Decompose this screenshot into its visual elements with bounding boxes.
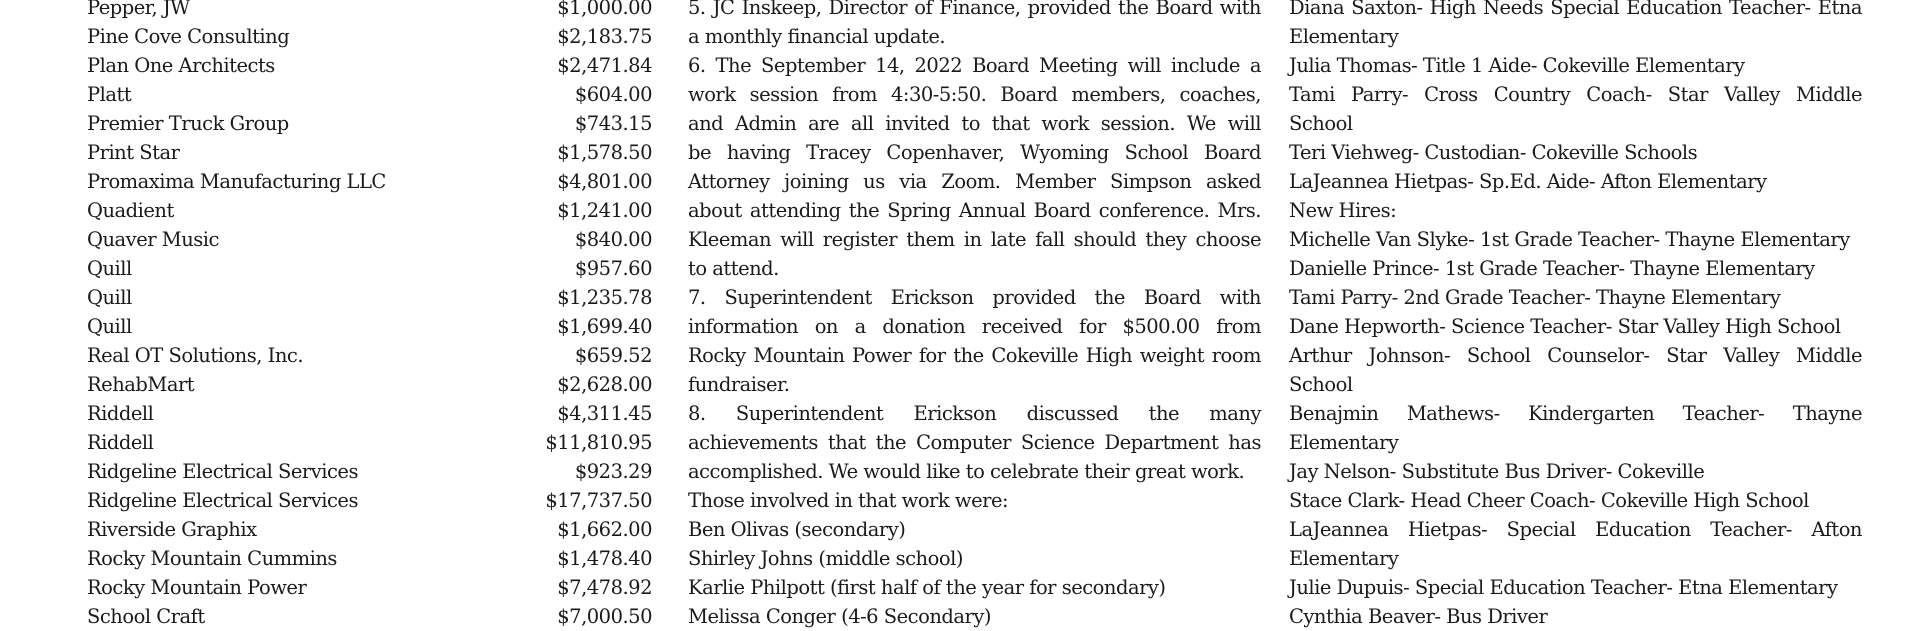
personnel-line: Danielle Prince- 1st Grade Teacher- Thayne Elementary <box>1289 257 1815 280</box>
vendor-amount: $11,810.95 <box>545 431 652 454</box>
vendor-name: Platt <box>87 83 132 106</box>
minutes-line: information on a donation received for $500.00 from <box>688 315 1261 338</box>
minutes-line: a monthly financial update. <box>688 25 946 48</box>
vendor-amount: $7,478.92 <box>557 576 652 599</box>
minutes-line: be having Tracey Copenhaver, Wyoming School Board <box>688 141 1261 164</box>
vendor-name: Premier Truck Group <box>87 112 289 135</box>
vendor-amount: $4,311.45 <box>557 402 652 425</box>
vendor-amount: $840.00 <box>574 228 652 251</box>
minutes-line: to attend. <box>688 257 779 280</box>
vendor-name: Riverside Graphix <box>87 518 257 541</box>
vendor-name: Promaxima Manufacturing LLC <box>87 170 386 193</box>
vendor-amount: $1,662.00 <box>557 518 652 541</box>
vendor-amount: $1,699.40 <box>557 315 652 338</box>
personnel-line: Julie Dupuis- Special Education Teacher- Etna Elementary <box>1289 576 1838 599</box>
vendor-amount: $2,471.84 <box>557 54 652 77</box>
vendor-amount: $1,478.40 <box>557 547 652 570</box>
minutes-line: work session from 4:30-5:50. Board members, coaches, <box>688 83 1261 106</box>
minutes-line: fundraiser. <box>688 373 790 396</box>
vendor-name: Quill <box>87 257 132 280</box>
personnel-line: Stace Clark- Head Cheer Coach- Cokeville High School <box>1289 489 1809 512</box>
vendor-name: Riddell <box>87 431 154 454</box>
vendor-name: Plan One Architects <box>87 54 275 77</box>
vendor-amount: $659.52 <box>574 344 652 367</box>
personnel-line: Michelle Van Slyke- 1st Grade Teacher- Thayne Elementary <box>1289 228 1850 251</box>
personnel-line: Tami Parry- 2nd Grade Teacher- Thayne Elementary <box>1289 286 1781 309</box>
vendor-name: Real OT Solutions, Inc. <box>87 344 304 367</box>
personnel-line: School <box>1289 112 1353 135</box>
personnel-line: Cynthia Beaver- Bus Driver <box>1289 605 1548 628</box>
minutes-line: 8. Superintendent Erickson discussed the many <box>688 402 1261 425</box>
minutes-line: 6. The September 14, 2022 Board Meeting will include a <box>688 54 1261 77</box>
personnel-line: Julia Thomas- Title 1 Aide- Cokeville Elementary <box>1289 54 1745 77</box>
personnel-line: LaJeannea Hietpas- Special Education Teacher- Afton <box>1289 518 1862 541</box>
vendor-amount: $17,737.50 <box>545 489 652 512</box>
vendor-amount: $2,628.00 <box>557 373 652 396</box>
vendor-name: Quill <box>87 286 132 309</box>
vendor-amount: $923.29 <box>574 460 652 483</box>
vendor-name: RehabMart <box>87 373 195 396</box>
vendor-name: Quaver Music <box>87 228 219 251</box>
minutes-line: 7. Superintendent Erickson provided the Board with <box>688 286 1261 309</box>
minutes-line: about attending the Spring Annual Board conference. Mrs. <box>688 199 1261 222</box>
minutes-line: Those involved in that work were: <box>688 489 1009 512</box>
personnel-line: School <box>1289 373 1353 396</box>
minutes-line: Melissa Conger (4-6 Secondary) <box>688 605 991 628</box>
vendor-name: Pine Cove Consulting <box>87 25 290 48</box>
vendor-amount: $1,241.00 <box>557 199 652 222</box>
personnel-line: Dane Hepworth- Science Teacher- Star Valley High School <box>1289 315 1841 338</box>
personnel-line: Diana Saxton- High Needs Special Education Teacher- Etna <box>1289 0 1862 19</box>
vendor-name: Rocky Mountain Power <box>87 576 307 599</box>
vendor-name: Ridgeline Electrical Services <box>87 460 358 483</box>
personnel-line: LaJeannea Hietpas- Sp.Ed. Aide- Afton Elementary <box>1289 170 1767 193</box>
personnel-line: Elementary <box>1289 25 1399 48</box>
vendor-name: Print Star <box>87 141 180 164</box>
minutes-line: Shirley Johns (middle school) <box>688 547 963 570</box>
vendor-name: Riddell <box>87 402 154 425</box>
vendor-amount: $604.00 <box>574 83 652 106</box>
personnel-line: Benajmin Mathews- Kindergarten Teacher- Thayne <box>1289 402 1862 425</box>
minutes-line: Rocky Mountain Power for the Cokeville High weight room <box>688 344 1261 367</box>
vendor-name: School Craft <box>87 605 205 628</box>
personnel-line: New Hires: <box>1289 199 1397 222</box>
minutes-line: accomplished. We would like to celebrate their great work. <box>688 460 1245 483</box>
minutes-line: and Admin are all invited to that work session. We will <box>688 112 1261 135</box>
personnel-line: Jay Nelson- Substitute Bus Driver- Cokeville <box>1289 460 1705 483</box>
vendor-amount: $957.60 <box>574 257 652 280</box>
minutes-line: 5. JC Inskeep, Director of Finance, provided the Board with <box>688 0 1261 19</box>
minutes-line: achievements that the Computer Science Department has <box>688 431 1261 454</box>
vendor-amount: $1,000.00 <box>557 0 652 19</box>
minutes-line: Attorney joining us via Zoom. Member Simpson asked <box>688 170 1261 193</box>
personnel-line: Elementary <box>1289 431 1399 454</box>
vendor-amount: $743.15 <box>574 112 652 135</box>
vendor-name: Quadient <box>87 199 174 222</box>
personnel-line: Arthur Johnson- School Counselor- Star Valley Middle <box>1289 344 1862 367</box>
vendor-amount: $2,183.75 <box>557 25 652 48</box>
minutes-line: Karlie Philpott (first half of the year for secondary) <box>688 576 1166 599</box>
vendor-amount: $4,801.00 <box>557 170 652 193</box>
vendor-name: Ridgeline Electrical Services <box>87 489 358 512</box>
vendor-amount: $1,578.50 <box>557 141 652 164</box>
personnel-line: Elementary <box>1289 547 1399 570</box>
vendor-name: Rocky Mountain Cummins <box>87 547 337 570</box>
personnel-line: Teri Viehweg- Custodian- Cokeville Schools <box>1289 141 1698 164</box>
vendor-amount: $7,000.50 <box>557 605 652 628</box>
vendor-name: Quill <box>87 315 132 338</box>
minutes-line: Kleeman will register them in late fall should they choose <box>688 228 1261 251</box>
vendor-name: Pepper, JW <box>87 0 190 19</box>
personnel-line: Tami Parry- Cross Country Coach- Star Valley Middle <box>1289 83 1862 106</box>
vendor-amount: $1,235.78 <box>557 286 652 309</box>
minutes-line: Ben Olivas (secondary) <box>688 518 906 541</box>
